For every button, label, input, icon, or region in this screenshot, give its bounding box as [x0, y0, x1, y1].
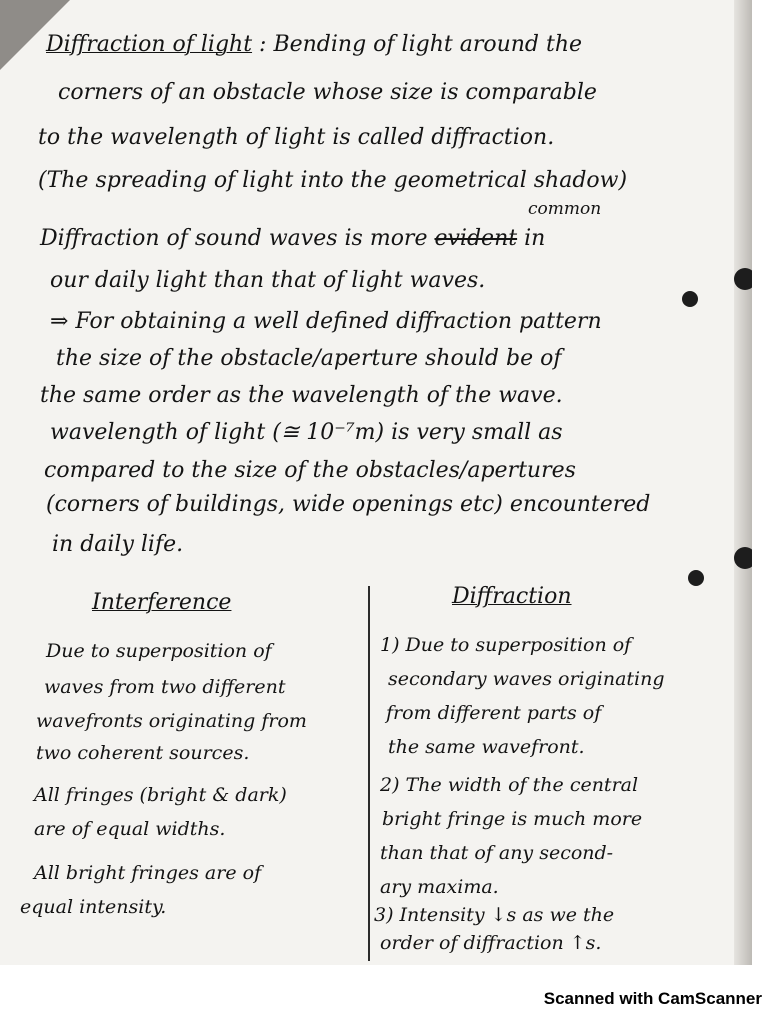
note-line: the same order as the wavelength of the wave.: [40, 383, 563, 408]
note-heading: Diffraction of light: [46, 32, 253, 57]
interference-line: two coherent sources.: [36, 742, 250, 764]
diffraction-line: bright fringe is much more: [382, 808, 643, 830]
interference-line: are of equal widths.: [34, 818, 226, 840]
note-line: (corners of buildings, wide openings etc) encountered: [46, 492, 651, 517]
column-divider: [368, 586, 370, 961]
diffraction-line: 3) Intensity ↓s as we the: [374, 904, 615, 926]
interference-line: equal intensity.: [20, 896, 167, 918]
ink-dot: [682, 291, 698, 307]
binder-hole: [734, 547, 752, 569]
diffraction-line: secondary waves originating: [388, 668, 665, 690]
scanner-watermark: Scanned with CamScanner: [543, 989, 762, 1008]
diffraction-line: than that of any second-: [380, 842, 614, 864]
diffraction-line: 1) Due to superposition of: [380, 634, 632, 656]
note-line: wavelength of light (≅ 10⁻⁷m) is very small as: [50, 420, 563, 445]
note-line: compared to the size of the obstacles/apertures: [44, 458, 576, 483]
diffraction-line: ary maxima.: [380, 876, 499, 898]
inserted-word: common: [528, 199, 602, 219]
note-line: : Bending of light around the: [259, 32, 583, 57]
interference-line: wavefronts originating from: [36, 710, 307, 732]
interference-line: Due to superposition of: [46, 640, 272, 662]
interference-heading: Interference: [92, 590, 232, 615]
note-line: (The spreading of light into the geometrical shadow): [38, 168, 628, 193]
binder-hole: [734, 268, 752, 290]
note-line: in daily life.: [52, 532, 184, 557]
note-line: our daily light than that of light waves.: [50, 268, 486, 293]
note-line: Diffraction of sound waves is more: [40, 226, 428, 251]
diffraction-line: the same wavefront.: [388, 736, 585, 758]
struck-word: evident: [434, 226, 518, 251]
diffraction-line: order of diffraction ↑s.: [380, 932, 602, 954]
diffraction-line: from different parts of: [386, 702, 602, 724]
note-line: the size of the obstacle/aperture should be of: [56, 346, 562, 371]
interference-line: All bright fringes are of: [34, 862, 262, 884]
ink-dot: [688, 570, 704, 586]
interference-line: waves from two different: [44, 676, 286, 698]
note-line-tail: in: [524, 226, 546, 251]
note-line: to the wavelength of light is called diffraction.: [38, 125, 555, 150]
diffraction-line: 2) The width of the central: [380, 774, 639, 796]
diffraction-heading: Diffraction: [452, 584, 572, 609]
note-line: ⇒ For obtaining a well defined diffraction pattern: [50, 309, 602, 334]
interference-line: All fringes (bright & dark): [34, 784, 287, 806]
page-edge: [734, 0, 752, 965]
note-line: corners of an obstacle whose size is comparable: [58, 80, 597, 105]
